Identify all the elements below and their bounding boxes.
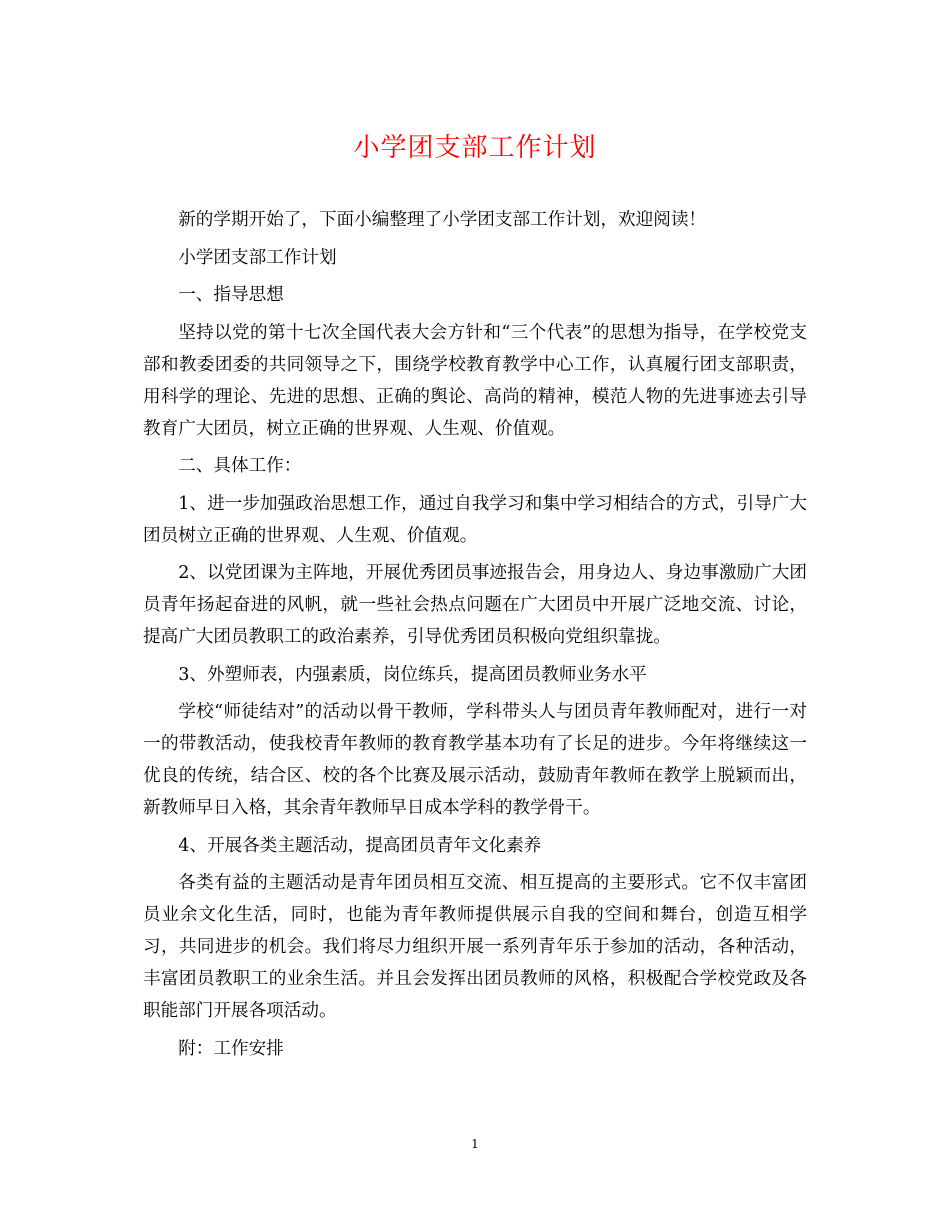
work-item-4-heading: 4、开展各类主题活动，提高团员青年文化素养	[178, 835, 542, 856]
work-item-3-heading: 3、外塑师表，内强素质，岗位练兵，提高团员教师业务水平	[178, 664, 647, 685]
work-item-4-paragraph: 各类有益的主题活动是青年团员相互交流、相互提高的主要形式。它不仅丰富团员业余文化生活，同时，也能为青年教师提供展示自我的空间和舞台，创造互相学习，共同进步的机会。我们将尽力组织开展一系列青年乐于参加的活动，各种活动，丰富团员教职工的业余生活。并且会发挥出团员教师的风格，积极配合学校党政及各职能部门开展各项活动。	[143, 873, 807, 1021]
document-body	[143, 204, 807, 1070]
work-item-2: 2、以党团课为主阵地，开展优秀团员事迹报告会，用身边人、身边事激励广大团员青年扬起奋进的风帆，就一些社会热点问题在广大团员中开展广泛地交流、讨论，提高广大团员教职工的政治素养，引导优秀团员积极向党组织靠拢。	[143, 563, 807, 647]
work-item-1: 1、进一步加强政治思想工作，通过自我学习和集中学习相结合的方式，引导广大团员树立正确的世界观、人生观、价值观。	[143, 493, 807, 546]
guiding-thought-paragraph: 坚持以党的第十七次全国代表大会方针和“三个代表”的思想为指导，在学校党支部和教委团委的共同领导之下，围绕学校教育教学中心工作，认真履行团支部职责，用科学的理论、先进的思想、正确的舆论、高尚的精神，模范人物的先进事迹去引导教育广大团员，树立正确的世界观、人生观、价值观。	[143, 322, 807, 439]
subtitle-paragraph: 小学团支部工作计划	[178, 247, 337, 268]
intro-paragraph: 新的学期开始了，下面小编整理了小学团支部工作计划，欢迎阅读！	[178, 210, 707, 230]
section-heading-specific-work: 二、具体工作：	[178, 456, 302, 476]
appendix-heading: 附：工作安排	[178, 1038, 284, 1059]
document-title: 小学团支部工作计划	[353, 133, 597, 163]
work-item-3-paragraph: 学校“师徒结对”的活动以骨干教师，学科带头人与团员青年教师配对，进行一对一的带教活动，使我校青年教师的教育教学基本功有了长足的进步。今年将继续这一优良的传统，结合区、校的各个比赛及展示活动，鼓励青年教师在教学上脱颖而出，新教师早日入格，其余青年教师早日成本学科的教学骨干。	[143, 702, 807, 818]
page-number: 1	[471, 1137, 479, 1151]
section-heading-guiding-thought: 一、指导思想	[178, 285, 284, 305]
